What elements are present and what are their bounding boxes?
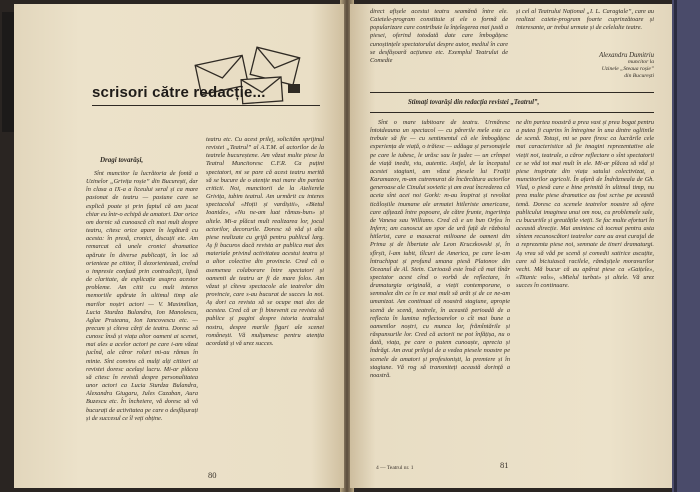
right-column-2: ne din partea noastră a prea vast și prea bogat pentru a putea fi cuprins în întregime în una dintre ogliinile de scenă. Totuși, mi se pare firesc ca lucrările cele mai caracteristice să fie imagini reprezentative ale vieții noi, teatrale, a căror reflectare o sînt spectatorii ce se văd tot mai mult în ele. Mi-ar plăcea să văd și piese inspirate din viața satului colectivizat, a muncitorilor agricoli. În afară de Îndrăzneala de Gh. Vlad, o piesă care e bine primită în ultimul timp, nu prea multe piese dramatice au fost scrise pe această temă. Doresc ca scenele teatrelor noastre să ofere publicului imaginea unui om nou, cu problemele sale, cu bucuriile și greutățile vieții. Se fac multe eforturi în această direcție. Mai amintesc că tocmai pentru asta sîntem recunoscători teatrelor care au avut curajul de a reprezenta piese noi, semnate de tineri dramaturgi. Aș vrea să văd pe scenă și comedii satirice ascuțite, care să biciuiască racilele, rămășițele moravurilor vechi. Mă bucur că au apărut piese ca «Gaițele», «Titanic vals», «Mielul turbat» și altele. Vă urez succes în continuare. (516, 119, 654, 290)
section-rule-bottom (370, 112, 654, 113)
column-rule (202, 170, 203, 462)
right-intro-col-1: direct afișele acestui teatru seamănă între ele. Caietele-program constituie și ele o formă de popularizare care contribuie la înțelegerea mai justă a piesei, oferind totodată date care îmbogățesc cunoștințele spectatorului despre autor, mediul în care se desfășoară acțiunea etc. Exemplul Teatrului de Comedie (370, 8, 508, 64)
cover-edge (672, 0, 700, 492)
signature-detail: Uzinele „Steaua roșie” (601, 66, 654, 72)
salutation: Dragi tovarăși, (100, 156, 144, 164)
signature-detail: din București (624, 73, 654, 79)
right-column-1: Sînt o mare iubitoare de teatru. Urmăresc întotdeauna un spectacol — cu părerile mele este ca trebuie să fie — cu sentimentul că ele îmbogățesc experiența de viață, o trăiesc — adăuga și personajele pe care le iubesc, le urăsc sau le judec — un crîmpei de viață inedit, viu, autentic. Astfel, de la începutul acestei stagiuni, am văzut piesele lui Fraiții Karamazov, m-am cutremurat de încărcătura actorilor generoase ale Cinului sovietic și am avut încrederea că aceia sînt acei noi Gorki: m-au înspirat și revoltat ticăloșiile inumane ale armatei hitleriste americane, care ațîțează între popoare, de către frunte, ingeriința de Vanesa sau Williams. Cred că e un bun Orfeu în Infern; am cunoscut un spor de ură față de războiul hitlerist, care a masacrat milioane de oameni din Prima și de libertate ale Leon Kruczkowski și, în sfîrșit, l-am iubit, tîlcuri de America, pe care le-am întruchipat și profund umana piesă Platonov din Oceanul de Al. Stein. Curioasă este însă că mai tînăr spectator acest cînd o vorbă de reflectare, în dramaturgia originală, a vieții contemporane, o semnalez din ce în ce mai mult să arăt și de ce ne-am umanizat. Am continuat că noastră stagiune, apropie scenă de scenă, teatrele, în această perioadă de a reflecta în lumina reflectoarelor o cît mai bune a oamenilor noștri, cu munca lor, frămîntările și răspunsurile lor. Cred că actorii ne pot înfățișa, nu o dată, viața, pe care o putem cunoaște, aprecia și îndrăgi. Am avut prilejul de a vedea piesele noastre pe scenele de amatori și profesioniști, la premiere și în stagiune. Vă rog să transmiteți această dorință a noastră. (370, 119, 510, 379)
heading-rule (92, 105, 320, 106)
right-intro-col-2: și cel al Teatrului Național „I. L. Caragiale”, care au realizat caiete-program foarte cuprinzătoare și interesante, ar trebui urmate și de celelalte teatre. (516, 8, 654, 32)
page-number-right: 81 (500, 460, 509, 470)
letter-subheading: Stimați tovarăși din redacția revistei „Teatrul”, (408, 99, 540, 106)
signature-block-1 (530, 52, 654, 80)
page-heading: scrisori către redacție... (92, 84, 266, 101)
signature-name: Alexandru Dumitriu (599, 52, 654, 59)
signature-detail: muncitor la (628, 59, 654, 65)
page-number-left: 80 (208, 470, 217, 480)
left-column-2: teatru etc. Cu acest prilej, solicităm sprijinul revistei „Teatrul” al A.T.M. al actorilor de la teatrele bucureștene. Am văzut multe piese la Teatrul Muncitoresc C.F.R. Ca puțini spectatori, mi se pare că acest teatru merită să se bucure de o atenție mai mare din partea criticii. Noi, muncitorii de la Atelierele Grivița, iubim teatrul. Am urmărit cu interes spectacolul «Hoții și vardiștii», «Bietul Ioanide», «Nu ne-am luat rămas-bun» și altele. Mi-a plăcut mult realizarea lor, jocul actorilor, decorurile. Doresc să văd și alte piese realizate cu grijă pentru publicul larg. Aș fi bucuros dacă revista ar publica mai des materiale privind activitatea acestui teatru și a altor colective din provincie. Cred că o asemenea colaborare între spectatori și oamenii de teatru ar fi de mare folos. Am văzut și cîteva spectacole ale teatrelor din provincie, care s-au bucurat de succes la noi. Aș dori ca revista să se ocupe mai des de acestea. Cred că ar fi binevenit ca revista să publice și pagini despre istoria teatrului nostru, despre marile figuri ale scenei românești. Vă mulțumesc pentru atenția acordată și vă urez succes. (206, 136, 324, 347)
section-rule-top (370, 92, 654, 93)
footer-issue: 4 — Teatrul nr. 1 (376, 465, 414, 471)
left-page (14, 4, 344, 488)
left-column-1: Sînt muncitor la lucrătoria de fontă a Uzinelor „Grivița roșie” din București, dar în clasa a IX-a a liceului seral și ca mare pasionat de teatru — pasiune care se explică poate și prin faptul că am jucat chiar eu într-o echipă de amatori. Dar orice om dornic să cunoască cît mai mult despre teatru, citesc orice apare în legătură cu acesta: în presă, cronici, discuții etc. Am remarcat că unele cronici dramatice apărute în diverse publicații, în loc să orienteze pe cititor, îl dezorientează, creînd o impresie confuză prin contradicții, lipsă de claritate, de explicație asupra acestor probleme. Am citit cu mult interes memoriile apărute în ultimul timp ale marilor noștri actori — V. Maximilian, Lucia Sturdza Bulandra, Ion Manolescu, Aglae Pruteanu, Ion Iancovescu etc. — precum și cîteva cărți de teatru. Doresc să cunosc însă și viața altor oameni ai scenei, mai ales a acelor actori pe care i-am văzut jucînd, ale căror roluri mi-au rămas în minte. Sînt convins că mulți alți cititori ai revistei doresc același lucru. Mi-ar plăcea să citesc în revistă despre personalitatea unor actori ca Lucia Sturdza Bulandra, Alexandru Giugaru, Jules Cazaban, Aura Buzescu etc. În încheiere, vă doresc să vă bucurați de activitatea pe care o desfășurați și de succesul ce îl veți obține. (86, 170, 198, 422)
right-page (350, 4, 672, 488)
